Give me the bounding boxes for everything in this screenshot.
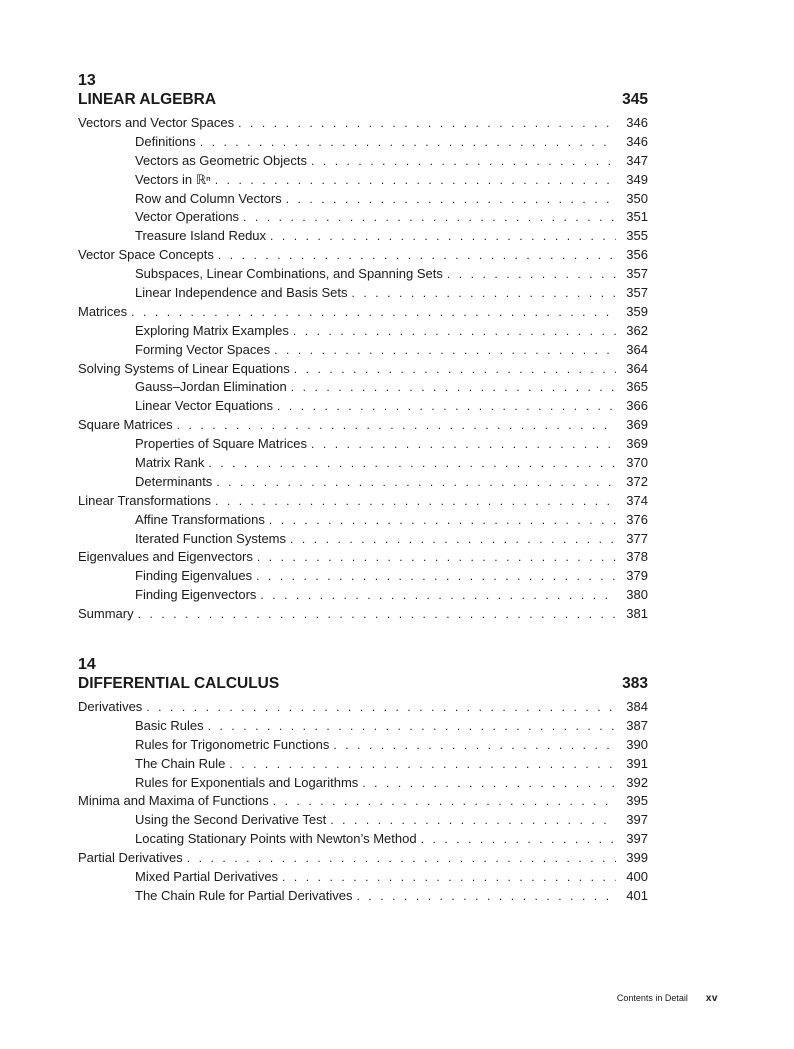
toc-entry-title: Rules for Exponentials and Logarithms xyxy=(135,774,359,790)
toc-entry-title: Matrix Rank xyxy=(135,455,205,471)
toc-entry xyxy=(78,605,648,624)
toc-entry-title: Vector Space Concepts xyxy=(78,247,214,263)
toc-entry-page: 377 xyxy=(626,530,648,546)
toc-subentry xyxy=(78,736,648,755)
toc-entry-title: Linear Independence and Basis Sets xyxy=(135,285,348,301)
dot-leader xyxy=(229,755,616,774)
toc-entry-title: Solving Systems of Linear Equations xyxy=(78,360,290,376)
dot-leader xyxy=(257,548,616,567)
dot-leader xyxy=(274,341,616,360)
toc-subentry xyxy=(78,887,648,906)
dot-leader xyxy=(421,830,616,849)
toc-entry xyxy=(78,492,648,511)
toc-entry xyxy=(78,303,648,322)
dot-leader xyxy=(447,265,616,284)
toc-entry-page: 346 xyxy=(626,115,648,130)
toc-list xyxy=(78,114,648,624)
toc-entry-page: 370 xyxy=(626,455,648,471)
toc-entry-title: Finding Eigenvectors xyxy=(135,587,257,603)
toc-entry-title: Vectors and Vector Spaces xyxy=(78,115,235,130)
toc-entry-title: Partial Derivatives xyxy=(78,850,183,866)
toc-entry xyxy=(78,360,648,379)
toc-subentry xyxy=(78,830,648,849)
chapter-title: DIFFERENTIAL CALCULUS xyxy=(78,675,280,692)
dot-leader xyxy=(238,114,616,133)
toc-entry-page: 380 xyxy=(626,587,648,603)
toc-subentry xyxy=(78,774,648,793)
toc-entry-title: Exploring Matrix Examples xyxy=(135,322,289,338)
toc-entry-page: 359 xyxy=(626,303,648,319)
page-footer xyxy=(617,993,718,1004)
chapter-heading xyxy=(78,89,648,111)
toc-subentry xyxy=(78,511,648,530)
toc-entry-title: Finding Eigenvalues xyxy=(135,568,253,584)
toc-entry-page: 374 xyxy=(626,492,648,508)
toc-entry-title: Linear Transformations xyxy=(78,492,211,508)
dot-leader xyxy=(277,397,616,416)
toc-entry-page: 379 xyxy=(626,568,648,584)
toc-entry-title: Gauss–Jordan Elimination xyxy=(135,379,287,395)
dot-leader xyxy=(362,774,616,793)
toc-entry-page: 372 xyxy=(626,473,648,489)
toc-entry-page: 369 xyxy=(626,436,648,452)
toc-entry-title: Minima and Maxima of Functions xyxy=(78,793,269,809)
toc-entry xyxy=(78,246,648,265)
toc-subentry xyxy=(78,454,648,473)
dot-leader xyxy=(215,171,616,190)
toc-subentry xyxy=(78,530,648,549)
toc-entry-title: Vectors as Geometric Objects xyxy=(135,152,307,168)
toc-entry xyxy=(78,548,648,567)
dot-leader xyxy=(256,567,616,586)
toc-entry-title: Forming Vector Spaces xyxy=(135,341,271,357)
toc-subentry xyxy=(78,435,648,454)
toc-entry-title: Affine Transformations xyxy=(135,511,265,527)
toc-subentry xyxy=(78,586,648,605)
toc-entry-title: Determinants xyxy=(135,473,213,489)
dot-leader xyxy=(269,511,616,530)
dot-leader xyxy=(293,322,616,341)
toc-entry-page: 390 xyxy=(626,736,648,752)
dot-leader xyxy=(333,736,616,755)
toc-subentry xyxy=(78,322,648,341)
toc-entry-title: Rules for Trigonometric Functions xyxy=(135,736,330,752)
toc-entry xyxy=(78,114,648,133)
dot-leader xyxy=(138,605,616,624)
toc-entry-title: Basic Rules xyxy=(135,717,204,733)
toc-subentry xyxy=(78,567,648,586)
toc-entry-title: Derivatives xyxy=(78,699,143,714)
chapter-number: 13 xyxy=(78,72,96,89)
toc-subentry xyxy=(78,265,648,284)
dot-leader xyxy=(131,303,616,322)
toc-entry-page: 391 xyxy=(626,755,648,771)
toc-entry-title: The Chain Rule for Partial Derivatives xyxy=(135,887,353,903)
toc-entry xyxy=(78,792,648,811)
toc-entry-page: 401 xyxy=(626,887,648,903)
toc-subentry xyxy=(78,378,648,397)
toc-subentry xyxy=(78,868,648,887)
toc-subentry xyxy=(78,755,648,774)
toc-entry-title: The Chain Rule xyxy=(135,755,226,771)
toc-entry-page: 399 xyxy=(626,850,648,866)
dot-leader xyxy=(291,378,616,397)
dot-leader xyxy=(311,152,616,171)
toc-entry-page: 395 xyxy=(626,793,648,809)
chapter-13 xyxy=(78,72,648,624)
toc-entry-title: Vectors in ℝⁿ xyxy=(135,171,211,187)
dot-leader xyxy=(187,849,616,868)
dot-leader xyxy=(260,586,616,605)
chapter-page: 383 xyxy=(622,675,648,692)
toc-subentry xyxy=(78,397,648,416)
chapter-title: LINEAR ALGEBRA xyxy=(78,91,217,108)
toc-subentry xyxy=(78,717,648,736)
toc-subentry xyxy=(78,473,648,492)
toc-entry-page: 397 xyxy=(626,812,648,828)
dot-leader xyxy=(200,133,616,152)
toc-subentry xyxy=(78,284,648,303)
toc-list xyxy=(78,698,648,906)
page-number: xv xyxy=(705,993,718,1004)
dot-leader xyxy=(294,360,616,379)
toc-entry xyxy=(78,849,648,868)
toc-entry xyxy=(78,416,648,435)
dot-leader xyxy=(216,473,616,492)
chapter-number: 14 xyxy=(78,656,96,673)
dot-leader xyxy=(243,208,616,227)
dot-leader xyxy=(208,717,616,736)
toc-entry-page: 357 xyxy=(626,266,648,282)
toc-entry-title: Definitions xyxy=(135,133,196,149)
toc-entry-title: Matrices xyxy=(78,303,128,319)
toc-entry-title: Mixed Partial Derivatives xyxy=(135,869,279,885)
chapter-heading xyxy=(78,673,648,695)
dot-leader xyxy=(311,435,616,454)
toc-subentry xyxy=(78,208,648,227)
toc-entry-page: 381 xyxy=(626,606,648,622)
toc-entry-page: 400 xyxy=(626,869,648,885)
toc-subentry xyxy=(78,227,648,246)
toc-entry-page: 356 xyxy=(626,247,648,263)
toc-entry-page: 347 xyxy=(626,152,648,168)
toc-entry-page: 357 xyxy=(626,285,648,301)
dot-leader xyxy=(177,416,616,435)
dot-leader xyxy=(330,811,616,830)
toc-entry-title: Row and Column Vectors xyxy=(135,190,282,206)
toc-entry-page: 349 xyxy=(626,171,648,187)
dot-leader xyxy=(282,868,616,887)
toc-entry-title: Locating Stationary Points with Newton’s Method xyxy=(135,831,417,847)
toc-entry-page: 365 xyxy=(626,379,648,395)
toc-entry-page: 366 xyxy=(626,398,648,414)
toc-entry-page: 364 xyxy=(626,341,648,357)
toc-subentry xyxy=(78,190,648,209)
dot-leader xyxy=(218,246,616,265)
toc-entry-title: Summary xyxy=(78,606,134,622)
toc-subentry xyxy=(78,152,648,171)
toc-entry-page: 384 xyxy=(626,699,648,714)
toc-entry-title: Treasure Island Redux xyxy=(135,228,267,244)
dot-leader xyxy=(146,698,616,717)
dot-leader xyxy=(352,284,617,303)
toc-entry-title: Vector Operations xyxy=(135,209,240,225)
toc-entry-title: Iterated Function Systems xyxy=(135,530,287,546)
toc-entry-page: 378 xyxy=(626,549,648,565)
toc-entry-page: 355 xyxy=(626,228,648,244)
dot-leader xyxy=(273,792,616,811)
dot-leader xyxy=(215,492,616,511)
toc-entry-title: Square Matrices xyxy=(78,417,173,433)
toc-subentry xyxy=(78,341,648,360)
toc-entry-title: Eigenvalues and Eigenvectors xyxy=(78,549,253,565)
chapter-14 xyxy=(78,656,648,906)
toc-entry-page: 346 xyxy=(626,133,648,149)
toc-entry-page: 387 xyxy=(626,717,648,733)
toc-entry-title: Properties of Square Matrices xyxy=(135,436,307,452)
toc-entry-title: Subspaces, Linear Combinations, and Spanning Sets xyxy=(135,266,443,282)
toc-entry-page: 392 xyxy=(626,774,648,790)
dot-leader xyxy=(356,887,616,906)
dot-leader xyxy=(290,530,616,549)
toc-entry-page: 397 xyxy=(626,831,648,847)
toc-entry-page: 362 xyxy=(626,322,648,338)
running-head: Contents in Detail xyxy=(616,993,688,1003)
toc-entry-page: 351 xyxy=(626,209,648,225)
toc-subentry xyxy=(78,171,648,190)
toc-entry-page: 376 xyxy=(626,511,648,527)
toc-entry-page: 369 xyxy=(626,417,648,433)
toc-entry-page: 364 xyxy=(626,360,648,376)
dot-leader xyxy=(270,227,616,246)
toc-entry-title: Linear Vector Equations xyxy=(135,398,274,414)
dot-leader xyxy=(286,190,616,209)
toc-subentry xyxy=(78,133,648,152)
toc-entry-title: Using the Second Derivative Test xyxy=(135,812,327,828)
toc-subentry xyxy=(78,811,648,830)
dot-leader xyxy=(208,454,616,473)
toc-entry-page: 350 xyxy=(626,190,648,206)
toc-entry xyxy=(78,698,648,717)
chapter-page: 345 xyxy=(622,91,648,108)
